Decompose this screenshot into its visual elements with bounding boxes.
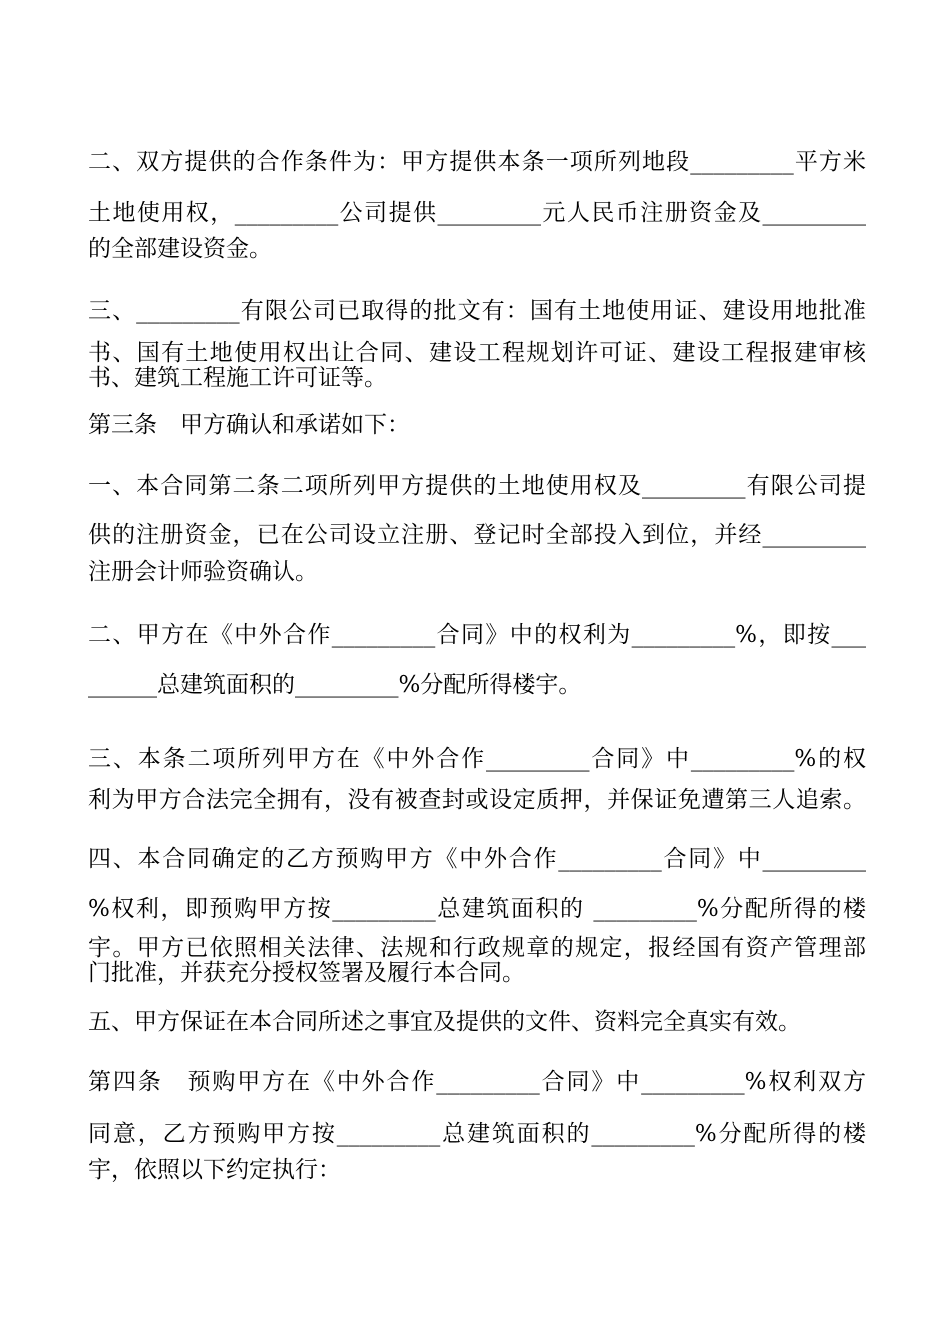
- text-line: 五、甲方保证在本合同所述之事宜及提供的文件、资料完全真实有效。: [88, 1009, 801, 1035]
- text-line: 三、_________有限公司已取得的批文有：国有土地使用证、建设用地批准: [88, 298, 866, 324]
- text-line: 书、建筑工程施工许可证等。: [88, 365, 387, 391]
- text-line: 宇。甲方已依照相关法律、法规和行政规章的规定，报经国有资产管理部: [88, 935, 866, 961]
- text-line: 二、双方提供的合作条件为：甲方提供本条一项所列地段_________平方米: [88, 149, 866, 175]
- section-heading: 第四条 预购甲方在《中外合作_________合同》中_________%权利双方: [88, 1069, 866, 1095]
- text-line: 的全部建设资金。: [88, 236, 272, 262]
- text-line: 宇，依照以下约定执行：: [88, 1157, 341, 1183]
- text-line: 土地使用权，_________公司提供_________元人民币注册资金及_________: [88, 200, 866, 226]
- text-line: 同意，乙方预购甲方按_________总建筑面积的_________%分配所得的楼: [88, 1121, 866, 1147]
- section-heading: 第三条 甲方确认和承诺如下：: [88, 412, 410, 438]
- text-line: 注册会计师验资确认。: [88, 559, 318, 585]
- text-line: 门批准，并获充分授权签署及履行本合同。: [88, 960, 525, 986]
- text-line: 供的注册资金，已在公司设立注册、登记时全部投入到位，并经_________: [88, 522, 866, 548]
- text-line: 二、甲方在《中外合作_________合同》中的权利为_________%，即按___: [88, 622, 866, 648]
- text-line: 四、本合同确定的乙方预购甲方《中外合作_________合同》中_________: [88, 846, 866, 872]
- text-line: 书、国有土地使用权出让合同、建设工程规划许可证、建设工程报建审核: [88, 340, 866, 366]
- text-line: 三、本条二项所列甲方在《中外合作_________合同》中_________%的权: [88, 746, 866, 772]
- text-line: ______总建筑面积的_________%分配所得楼宇。: [88, 672, 582, 698]
- text-line: 一、本合同第二条二项所列甲方提供的土地使用权及_________有限公司提: [88, 473, 866, 499]
- text-line: %权利，即预购甲方按_________总建筑面积的 _________%分配所得的楼: [88, 896, 866, 922]
- text-line: 利为甲方合法完全拥有，没有被查封或设定质押，并保证免遭第三人追索。: [88, 787, 866, 813]
